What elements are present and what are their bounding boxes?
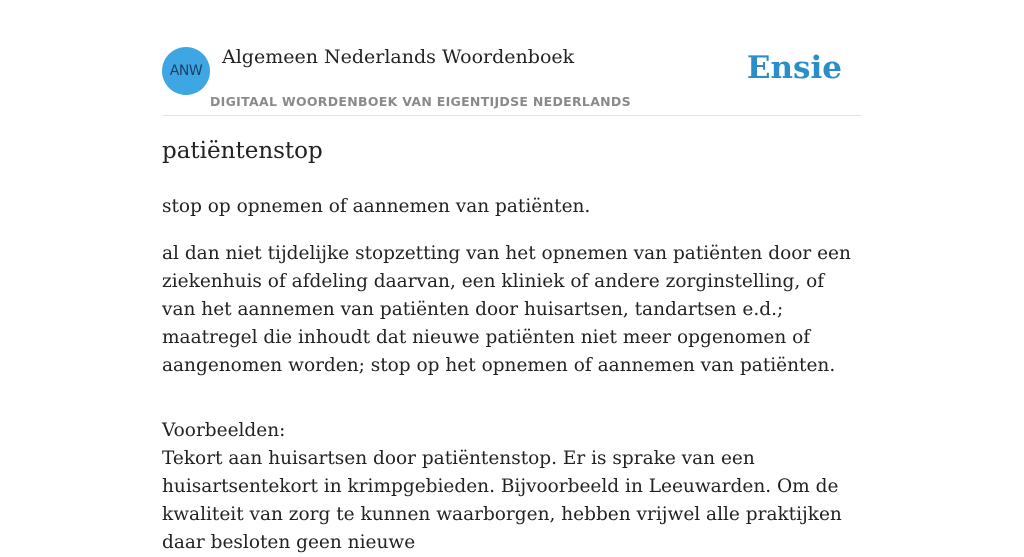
entry-content [162, 193, 862, 557]
page [162, 0, 862, 553]
examples-label: Voorbeelden: [162, 420, 286, 441]
short-definition: stop op opnemen of aannemen van patiënten. [162, 196, 591, 217]
site-title[interactable]: Algemeen Nederlands Woordenboek [222, 46, 575, 68]
ensie-brand-logo[interactable]: Ensie [746, 50, 842, 86]
header-divider [162, 115, 862, 116]
entry-headword: patiëntenstop [162, 138, 323, 164]
examples-text: Tekort aan huisartsen door patiëntenstop. Er is sprake van een huisartsentekort in krimpgebieden. Bijvoorbeeld in Leeuwarden. Om de kwaliteit van zorg te kunnen waarborgen, hebben vrijwel alle praktijken daar besloten geen nieuwe [162, 448, 842, 553]
full-definition: al dan niet tijdelijke stopzetting van het opnemen van patiënten door een ziekenhuis of afdeling daarvan, een kliniek of andere zorginstelling, of van het aannemen van patiënten door huisartsen, tandartsen e.d.; maatregel die inhoudt dat nieuwe patiënten niet meer opgenomen of aangenomen worden; stop op het opnemen of aannemen van patiënten. [162, 243, 851, 376]
logo-text: ANW [169, 63, 203, 79]
anw-logo[interactable] [162, 47, 210, 95]
site-subtitle: DIGITAAL WOORDENBOEK VAN EIGENTIJDSE NEDERLANDS [210, 94, 631, 109]
